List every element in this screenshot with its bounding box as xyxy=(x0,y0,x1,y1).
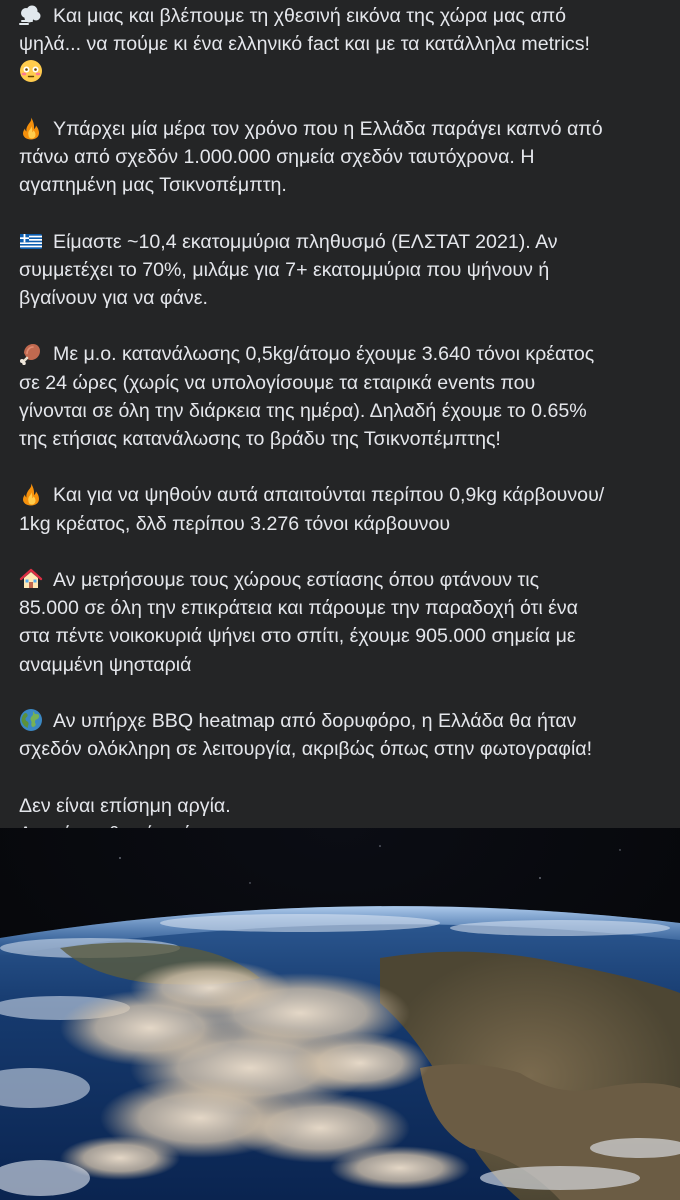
post-line: γίνονται σε όλη την διάρκεια της ημέρα). Δηλαδή έχουμε το 0.65% xyxy=(19,399,587,422)
post-image[interactable] xyxy=(0,828,680,1200)
post-line: σε 24 ώρες (χωρίς να υπολογίσουμε τα εταιρικά events που xyxy=(19,371,536,394)
flushed-face-icon xyxy=(19,59,43,83)
post-paragraph xyxy=(19,707,669,763)
post-line: βγαίνουν για να φάνε. xyxy=(19,287,208,309)
post-text xyxy=(19,2,669,904)
post-line: αναμμένη ψησταριά xyxy=(19,653,192,676)
post-line: ψηλά... να πούμε κι ένα ελληνικό fact και με τα κατάλληλα metrics! xyxy=(19,33,590,56)
post-paragraph xyxy=(19,566,669,679)
post-line: αγαπημένη μας Τσικνοπέμπτη. xyxy=(19,174,287,197)
post-line: συμμετέχει το 70%, μιλάμε για 7+ εκατομμύρια που ψήνουν ή xyxy=(19,258,550,281)
post-line: πάνω από σχεδόν 1.000.000 σημεία σχεδόν ταυτόχρονα. Η xyxy=(19,146,535,168)
post-paragraph xyxy=(19,2,669,87)
post-line: Και μιας και βλέπουμε τη χθεσινή εικόνα της χώρα μας από xyxy=(53,5,567,27)
post-line: Είμαστε ~10,4 εκατομμύρια πληθυσμό (ΕΛΣΤΑΤ 2021). Αν xyxy=(53,230,558,253)
post-line: Αν μετρήσουμε τους χώρους εστίασης όπου φτάνουν τις xyxy=(53,568,540,591)
post-line: σχεδόν ολόκληρη σε λειτουργία, ακριβώς όπως στην φωτογραφία! xyxy=(19,738,593,761)
greece-flag-icon xyxy=(19,229,43,253)
post-paragraph xyxy=(19,340,669,453)
meat-on-bone-icon xyxy=(19,341,43,365)
globe-icon xyxy=(19,708,43,732)
post-line: στα πέντε νοικοκυριά ψήνει στο σπίτι, έχουμε 905.000 σημεία με xyxy=(19,625,576,648)
post-line: Με μ.ο. κατανάλωσης 0,5kg/άτομο έχουμε 3.640 τόνοι κρέατος xyxy=(53,343,595,366)
post-line: Δεν είναι επίσημη αργία. xyxy=(19,794,231,817)
post-paragraph xyxy=(19,115,669,200)
post-line: 1kg κρέατος, δλδ περίπου 3.276 τόνοι κάρβουνου xyxy=(19,512,451,535)
post-line: Υπάρχει μία μέρα τον χρόνο που η Ελλάδα παράγει καπνό από xyxy=(53,117,603,140)
post-paragraph xyxy=(19,481,669,537)
post-line: 85.000 σε όλη την επικράτεια και πάρουμε την παραδοχή ότι ένα xyxy=(19,597,578,620)
post-line: της ετήσιας κατανάλωσης το βράδυ της Τσικνοπέμπτης! xyxy=(19,428,501,450)
post-line: Αν υπήρχε BBQ heatmap από δορυφόρο, η Ελλάδα θα ήταν xyxy=(53,709,577,732)
fire-icon xyxy=(19,482,43,506)
post-paragraph xyxy=(19,228,669,313)
post-line: Και για να ψηθούν αυτά απαιτούνται περίπου 0,9kg κάρβουνου/ xyxy=(53,484,605,507)
house-icon xyxy=(19,567,43,591)
fire-icon xyxy=(19,116,43,140)
dash-wind-icon xyxy=(19,3,43,27)
